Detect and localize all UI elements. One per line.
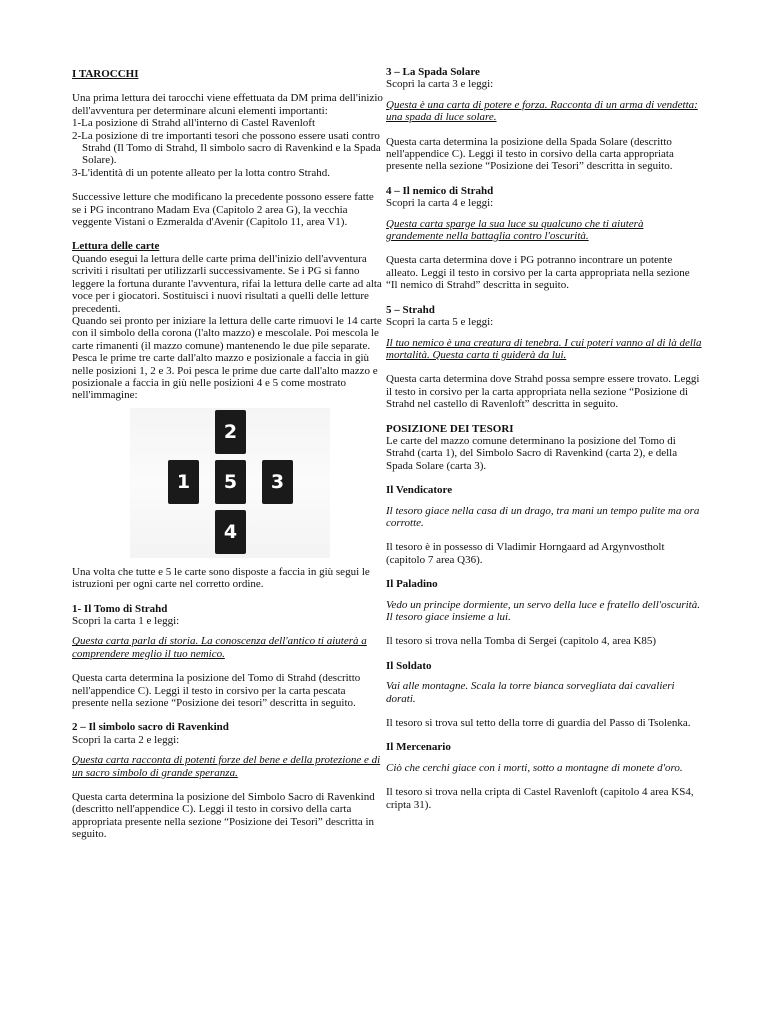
- section-5-text: Questa carta determina dove Strahd possa sempre essere trovato. Leggi il testo in corsivo per la carta appropriata nella sezione “Posizione di Strahd nel castello di Ravenloft” descritta in seguito.: [386, 373, 700, 411]
- soldato-quote: Vai alle montagne. Scala la torre bianca sorvegliata dai cavalieri dorati.: [386, 680, 675, 705]
- after-cards-paragraph: Una volta che tutte e 5 le carte sono disposte a faccia in giù segui le istruzioni per ogni carte nel corretto ordine.: [72, 565, 370, 591]
- section-4-text: Questa carta determina dove i PG potranno incontrare un potente alleato. Leggi il testo in corsivo per la carta appropriata nella sezione “Il nemico di Strahd” descritta in seguito.: [386, 254, 690, 292]
- section-2-line: Scopri la carta 2 e leggi:: [72, 733, 180, 746]
- section-heading-5: 5 – Strahd: [386, 303, 435, 316]
- tesori-text: Le carte del mazzo comune determinano la posizione del Tomo di Strahd (carta 1), del Simbolo Sacro di Ravenkind (carta 2), e della Spada Solare (carta 3).: [386, 434, 678, 472]
- section-4-quote: Questa carta sparge la sua luce su qualcuno che ti aiuterà grandemente nella battaglia contro l'oscurità.: [386, 217, 644, 243]
- section-5-line: Scopri la carta 5 e leggi:: [386, 316, 494, 329]
- list-item: 1-La posizione di Strahd all'interno di Castel Ravenloft: [72, 117, 316, 130]
- tarot-card-1: 1: [168, 460, 199, 504]
- paladino-text: Il tesoro si trova nella Tomba di Sergei (capitolo 4, area K85): [386, 635, 657, 648]
- section-2-text: Questa carta determina la posizione del Simbolo Sacro di Ravenkind (descritto nell'appendice C). Leggi il testo in corsivo della carta appropriata presente nella sezione “Posizione dei Tesori” descritta in seguito.: [72, 791, 375, 841]
- card-heading-soldato: Il Soldato: [386, 659, 432, 672]
- section-2-quote: Questa carta racconta di potenti forze del bene e della protezione e di un sacro simbolo di grande speranza.: [72, 754, 381, 779]
- vendicatore-quote: Il tesoro giace nella casa di un drago, tra mani un tempo pulite ma ora corrotte.: [386, 504, 700, 529]
- section-heading-tesori: POSIZIONE DEI TESORI: [386, 422, 514, 435]
- mercenario-quote: Ciò che cerchi giace con i morti, sotto a montagne di monete d'oro.: [386, 761, 683, 774]
- tarot-card-5: 5: [215, 460, 246, 504]
- mercenario-text: Il tesoro si trova nella cripta di Castel Ravenloft (capitolo 4 area KS4, cripta 31).: [386, 786, 694, 811]
- section-4-line: Scopri la carta 4 e leggi:: [386, 197, 494, 210]
- lettura-paragraph-2: Quando sei pronto per iniziare la lettura delle carte rimuovi le 14 carte con il simbolo della corona (l'alto mazzo) e mescolale. Poi mescola le carte rimanenti (il mazzo comune) mantenendo le due pile separate. Pesca le prime tre carte dall'alto mazzo e posizionale a faccia in giù nelle posizioni 1, 2 e 3. Poi pesca le prime due carte dall'alto mazzo e posizionale a faccia in giù nelle posizioni 4 e 5 come mostrato nell'immagine:: [72, 314, 382, 402]
- section-1-line: Scopri la carta 1 e leggi:: [72, 614, 180, 627]
- section-5-quote: Il tuo nemico è una creatura di tenebra. I cui poteri vanno al di là della mortalità. Questa carta ti guiderà da lui.: [386, 336, 702, 361]
- lettura-paragraph-1: Quando esegui la lettura delle carte prima dell'inizio dell'avventura scriviti i risultati per utilizzarli successivamente. Se i PG si fanno leggere la fortuna durante l'avventura, rifai la lettura delle carte ad alta voce per i giocatori. Sostituisci i nuovi risultati a quelli delle letture precedenti.: [72, 252, 382, 315]
- section-1-text: Questa carta determina la posizione del Tomo di Strahd (descritto nell'appendice C). Leggi il testo in corsivo per la carta pescata presente nella sezione “Posizione dei tesori” descritta in seguito.: [72, 672, 361, 709]
- section-1-quote: Questa carta parla di storia. La conoscenza dell'antico ti aiuterà a comprendere meglio il tuo nemico.: [72, 635, 367, 660]
- section-3-quote: Questa è una carta di potere e forza. Racconta di un arma di vendetta: una spada di luce solare.: [386, 98, 698, 124]
- page-title: I TAROCCHI: [72, 68, 139, 80]
- card-heading-paladino: Il Paladino: [386, 578, 438, 591]
- section-3-text: Questa carta determina la posizione della Spada Solare (descritto nell'appendice C). Leggi il testo in corsivo della carta appropriata presente nella sezione “Posizione dei Tesori” descritta in seguito.: [386, 135, 674, 173]
- tarot-card-4: 4: [215, 510, 246, 554]
- section-3-line: Scopri la carta 3 e leggi:: [386, 78, 494, 91]
- section-heading-3: 3 – La Spada Solare: [386, 66, 480, 78]
- left-column: [72, 66, 384, 841]
- tarot-card-3: 3: [262, 460, 293, 504]
- paladino-quote: Vedo un principe dormiente, un servo della luce e fratello dell'oscurità. Il tesoro giace insieme a lui.: [386, 598, 700, 623]
- successive-paragraph: Successive letture che modificano la precedente possono essere fatte se i PG incontrano Madam Eva (Capitolo 2 area G), la vecchia veggente Vistani o Ezmeralda d'Avenir (Capitolo 11, area V1).: [72, 191, 374, 229]
- intro-paragraph: Una prima lettura dei tarocchi viene effettuata da DM prima dell'inizio dell'avventura per determinare alcuni elementi importanti:: [72, 92, 383, 117]
- tarot-card-2: 2: [215, 410, 246, 454]
- section-heading-2: 2 – Il simbolo sacro di Ravenkind: [72, 721, 229, 734]
- soldato-text: Il tesoro si trova sul tetto della torre di guardia del Passo di Tsolenka.: [386, 717, 691, 730]
- right-column: [386, 66, 702, 811]
- card-heading-mercenario: Il Mercenario: [386, 741, 451, 754]
- vendicatore-text: Il tesoro è in possesso di Vladimir Horngaard ad Argynvostholt (capitolo 7 area Q36).: [386, 541, 665, 566]
- section-heading-4: 4 – Il nemico di Strahd: [386, 184, 494, 197]
- list-item: 2-La posizione di tre importanti tesori che possono essere usati contro Strahd (Il Tomo di Strahd, Il simbolo sacro di Ravenkind e la Spada Solare).: [72, 129, 381, 167]
- list-item: 3-L'identità di un potente alleato per la lotta contro Strahd.: [72, 166, 330, 179]
- section-heading-1: 1- Il Tomo di Strahd: [72, 602, 168, 615]
- tarot-spread-image: [130, 408, 330, 558]
- card-heading-vendicatore: Il Vendicatore: [386, 484, 453, 497]
- section-heading-lettura: Lettura delle carte: [72, 240, 160, 253]
